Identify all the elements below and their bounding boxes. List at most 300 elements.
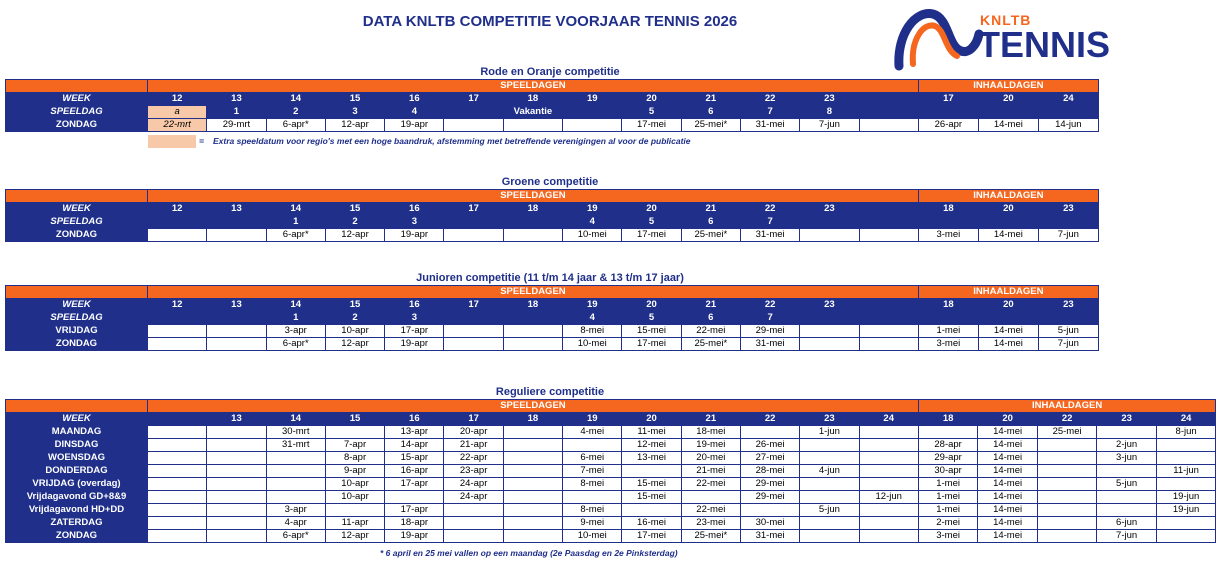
- date-cell: [148, 229, 207, 242]
- week-cell: 18: [503, 203, 562, 216]
- date-cell: 15-mei: [622, 478, 681, 491]
- week-cell: 13: [207, 413, 266, 426]
- row-label-day: ZONDAG: [6, 530, 148, 543]
- date-cell: [859, 338, 918, 351]
- table-row: [6, 491, 1216, 504]
- date-cell: [859, 439, 918, 452]
- date-cell: 8-mei: [563, 478, 622, 491]
- speeldag-cell: [444, 216, 503, 229]
- inhaaldagen-header: INHAALDAGEN: [918, 190, 1098, 203]
- date-cell: 6-mei: [563, 452, 622, 465]
- inhaal-date-cell: 3-mei: [918, 530, 978, 543]
- row-label-day: ZONDAG: [6, 338, 148, 351]
- inhaal-date-cell: 1-mei: [918, 504, 978, 517]
- row-label-day: ZATERDAG: [6, 517, 148, 530]
- inhaal-date-cell: 14-mei: [978, 229, 1038, 242]
- date-cell: 6-apr*: [266, 338, 325, 351]
- section-title: Rode en Oranje competitie: [480, 66, 620, 78]
- table-row: [6, 530, 1216, 543]
- speeldag-cell: 4: [385, 106, 444, 119]
- date-cell: 13-mei: [622, 452, 681, 465]
- speeldag-cell: [859, 106, 918, 119]
- date-cell: [503, 325, 562, 338]
- date-cell: [385, 491, 444, 504]
- speeldag-cell: 3: [385, 216, 444, 229]
- date-cell: [800, 491, 859, 504]
- date-cell: 3-apr: [266, 325, 325, 338]
- schedule-table: [5, 79, 1099, 132]
- date-cell: [207, 491, 266, 504]
- date-cell: 31-mei: [740, 229, 799, 242]
- inhaal-date-cell: [1037, 530, 1097, 543]
- week-cell: [859, 203, 918, 216]
- date-cell: 12-apr: [325, 338, 384, 351]
- legend-swatch: [148, 135, 196, 148]
- knltb-logo: [893, 4, 1111, 72]
- date-cell: 10-mei: [563, 530, 622, 543]
- speeldagen-header: SPEELDAGEN: [148, 286, 919, 299]
- table-row: [6, 325, 1099, 338]
- inhaal-date-cell: [1156, 478, 1216, 491]
- inhaal-week-cell: 20: [978, 413, 1038, 426]
- week-cell: 14: [266, 203, 325, 216]
- date-cell: 8-mei: [563, 504, 622, 517]
- inhaal-date-cell: 1-mei: [918, 478, 978, 491]
- inhaal-date-cell: 28-apr: [918, 439, 978, 452]
- date-cell: [148, 478, 207, 491]
- row-label-day: DONDERDAG: [6, 465, 148, 478]
- week-cell: 22: [740, 413, 799, 426]
- inhaal-date-cell: [1097, 426, 1157, 439]
- row-label-speeldag: SPEELDAG: [6, 312, 148, 325]
- date-cell: 22-mei: [681, 325, 740, 338]
- inhaal-date-cell: [1037, 504, 1097, 517]
- inhaal-date-cell: 19-jun: [1156, 491, 1216, 504]
- date-cell: [444, 338, 503, 351]
- date-cell: [207, 452, 266, 465]
- inhaal-date-cell: [1037, 517, 1097, 530]
- date-cell: 12-apr: [325, 119, 384, 132]
- row-label-day: ZONDAG: [6, 229, 148, 242]
- inhaal-week-cell: 23: [1038, 203, 1098, 216]
- row-label-day: VRIJDAG (overdag): [6, 478, 148, 491]
- inhaal-date-cell: 29-apr: [918, 452, 978, 465]
- date-cell: 8-mei: [563, 325, 622, 338]
- date-cell: 11-apr: [325, 517, 384, 530]
- week-cell: 19: [563, 93, 622, 106]
- inhaaldagen-header: INHAALDAGEN: [918, 400, 1216, 413]
- date-cell: [859, 517, 918, 530]
- speeldag-cell: [444, 312, 503, 325]
- speeldagen-header: SPEELDAGEN: [148, 400, 919, 413]
- inhaal-date-cell: 5-jun: [1097, 478, 1157, 491]
- date-cell: 31-mei: [740, 530, 799, 543]
- inhaal-speeldag-cell: [978, 216, 1038, 229]
- date-cell: [800, 439, 859, 452]
- inhaal-week-cell: 18: [918, 203, 978, 216]
- date-cell: [148, 491, 207, 504]
- date-cell: 16-mei: [622, 517, 681, 530]
- date-cell: [800, 452, 859, 465]
- date-cell: 9-apr: [325, 465, 384, 478]
- date-cell: 26-mei: [740, 439, 799, 452]
- inhaal-date-cell: 8-jun: [1156, 426, 1216, 439]
- date-cell: 8-apr: [325, 452, 384, 465]
- header-corner: [6, 400, 148, 413]
- week-cell: 15: [325, 203, 384, 216]
- date-cell: [148, 338, 207, 351]
- row-label-week: WEEK: [6, 413, 148, 426]
- speeldag-cell: 4: [563, 312, 622, 325]
- inhaal-date-cell: 2-mei: [918, 517, 978, 530]
- week-cell: 12: [148, 299, 207, 312]
- date-cell: 19-apr: [385, 119, 444, 132]
- date-cell: 17-apr: [385, 325, 444, 338]
- row-label-day: Vrijdagavond HD+DD: [6, 504, 148, 517]
- inhaal-date-cell: 14-mei: [978, 439, 1038, 452]
- speeldag-cell: 7: [740, 106, 799, 119]
- inhaal-date-cell: 1-mei: [918, 325, 978, 338]
- inhaal-week-cell: 24: [1038, 93, 1098, 106]
- date-cell: [503, 452, 562, 465]
- speeldag-cell: 1: [266, 312, 325, 325]
- speeldag-cell: a: [148, 106, 207, 119]
- week-cell: 17: [444, 413, 503, 426]
- date-cell: [503, 491, 562, 504]
- speeldag-cell: 3: [325, 106, 384, 119]
- date-cell: [266, 452, 325, 465]
- date-cell: 12-jun: [859, 491, 918, 504]
- date-cell: [444, 325, 503, 338]
- week-cell: [148, 413, 207, 426]
- date-cell: [503, 426, 562, 439]
- date-cell: 10-mei: [563, 338, 622, 351]
- speeldag-cell: 4: [563, 216, 622, 229]
- date-cell: 25-mei*: [681, 530, 740, 543]
- week-cell: 15: [325, 93, 384, 106]
- inhaal-date-cell: [1156, 452, 1216, 465]
- date-cell: 25-mei*: [681, 119, 740, 132]
- week-cell: 12: [148, 203, 207, 216]
- inhaal-speeldag-cell: [918, 106, 978, 119]
- week-cell: 18: [503, 299, 562, 312]
- inhaal-week-cell: 20: [978, 93, 1038, 106]
- week-cell: 13: [207, 93, 266, 106]
- date-cell: [800, 478, 859, 491]
- date-cell: [859, 426, 918, 439]
- header-corner: [6, 80, 148, 93]
- inhaal-date-cell: 14-mei: [978, 491, 1038, 504]
- week-cell: 20: [622, 203, 681, 216]
- date-cell: [444, 504, 503, 517]
- date-cell: 24-apr: [444, 491, 503, 504]
- header-corner: [6, 190, 148, 203]
- date-cell: 15-mei: [622, 491, 681, 504]
- date-cell: 29-mei: [740, 325, 799, 338]
- date-cell: [148, 452, 207, 465]
- date-cell: [266, 465, 325, 478]
- date-cell: [503, 530, 562, 543]
- speeldag-cell: [859, 312, 918, 325]
- date-cell: 17-mei: [622, 119, 681, 132]
- date-cell: [207, 426, 266, 439]
- week-cell: 13: [207, 299, 266, 312]
- row-label-week: WEEK: [6, 203, 148, 216]
- date-cell: [859, 325, 918, 338]
- speeldag-cell: [503, 312, 562, 325]
- header-corner: [6, 286, 148, 299]
- inhaal-date-cell: 6-jun: [1097, 517, 1157, 530]
- inhaal-date-cell: 14-mei: [978, 504, 1038, 517]
- week-cell: 15: [325, 413, 384, 426]
- week-cell: 14: [266, 413, 325, 426]
- week-cell: 18: [503, 413, 562, 426]
- date-cell: 28-mei: [740, 465, 799, 478]
- inhaal-date-cell: 5-jun: [1038, 325, 1098, 338]
- inhaal-week-cell: 18: [918, 413, 978, 426]
- date-cell: 22-mrt: [148, 119, 207, 132]
- legend-equals: =: [199, 136, 204, 146]
- date-cell: 25-mei*: [681, 338, 740, 351]
- inhaaldagen-header: INHAALDAGEN: [918, 80, 1098, 93]
- date-cell: 10-apr: [325, 478, 384, 491]
- row-label-speeldag: SPEELDAG: [6, 216, 148, 229]
- date-cell: 21-mei: [681, 465, 740, 478]
- speeldag-cell: [207, 312, 266, 325]
- speeldag-cell: 2: [325, 312, 384, 325]
- date-cell: 30-mrt: [266, 426, 325, 439]
- table-row: [6, 439, 1216, 452]
- week-cell: 15: [325, 299, 384, 312]
- date-cell: 10-mei: [563, 229, 622, 242]
- table-row: [6, 93, 1099, 106]
- week-cell: 14: [266, 93, 325, 106]
- schedule-table: [5, 189, 1099, 242]
- inhaal-date-cell: 3-jun: [1097, 452, 1157, 465]
- date-cell: 13-apr: [385, 426, 444, 439]
- row-label-day: WOENSDAG: [6, 452, 148, 465]
- speeldag-cell: [563, 106, 622, 119]
- date-cell: [207, 504, 266, 517]
- inhaal-week-cell: 20: [978, 299, 1038, 312]
- inhaal-date-cell: [1156, 439, 1216, 452]
- date-cell: [503, 119, 562, 132]
- date-cell: [148, 517, 207, 530]
- footnote: * 6 april en 25 mei vallen op een maandag (2e Paasdag en 2e Pinksterdag): [380, 548, 678, 558]
- row-label-day: VRIJDAG: [6, 325, 148, 338]
- row-label-week: WEEK: [6, 93, 148, 106]
- date-cell: [800, 229, 859, 242]
- inhaal-date-cell: 1-mei: [918, 491, 978, 504]
- date-cell: 6-apr*: [266, 229, 325, 242]
- week-cell: 16: [385, 93, 444, 106]
- date-cell: 17-mei: [622, 229, 681, 242]
- date-cell: 31-mei: [740, 119, 799, 132]
- schedule-table: [5, 285, 1099, 351]
- week-cell: [859, 299, 918, 312]
- week-cell: 19: [563, 413, 622, 426]
- date-cell: 4-mei: [563, 426, 622, 439]
- section-title: Groene competitie: [501, 176, 599, 188]
- date-cell: 12-apr: [325, 530, 384, 543]
- date-cell: 22-mei: [681, 504, 740, 517]
- inhaal-date-cell: [1037, 439, 1097, 452]
- inhaal-date-cell: [1037, 478, 1097, 491]
- week-cell: 22: [740, 203, 799, 216]
- table-row: [6, 413, 1216, 426]
- speeldagen-header: SPEELDAGEN: [148, 80, 919, 93]
- date-cell: 4-apr: [266, 517, 325, 530]
- date-cell: [207, 530, 266, 543]
- date-cell: [740, 426, 799, 439]
- table-row: [6, 517, 1216, 530]
- inhaal-week-cell: 20: [978, 203, 1038, 216]
- date-cell: 15-mei: [622, 325, 681, 338]
- week-cell: 20: [622, 299, 681, 312]
- date-cell: 20-apr: [444, 426, 503, 439]
- inhaal-date-cell: 14-mei: [978, 517, 1038, 530]
- date-cell: [207, 325, 266, 338]
- date-cell: [563, 119, 622, 132]
- speeldag-cell: [148, 216, 207, 229]
- week-cell: 16: [385, 413, 444, 426]
- inhaal-speeldag-cell: [918, 312, 978, 325]
- table-row: [6, 229, 1099, 242]
- date-cell: 20-mei: [681, 452, 740, 465]
- table-row: [6, 452, 1216, 465]
- speeldag-cell: 7: [740, 216, 799, 229]
- inhaal-date-cell: 14-mei: [978, 338, 1038, 351]
- week-cell: 21: [681, 299, 740, 312]
- table-row: [6, 312, 1099, 325]
- week-cell: 19: [563, 299, 622, 312]
- table-row: [6, 478, 1216, 491]
- date-cell: 30-mei: [740, 517, 799, 530]
- inhaal-week-cell: 18: [918, 299, 978, 312]
- speeldag-cell: [503, 216, 562, 229]
- date-cell: 29-mei: [740, 478, 799, 491]
- speeldag-cell: 2: [266, 106, 325, 119]
- date-cell: [148, 426, 207, 439]
- date-cell: [859, 478, 918, 491]
- date-cell: [207, 478, 266, 491]
- date-cell: 17-mei: [622, 338, 681, 351]
- date-cell: [207, 517, 266, 530]
- inhaal-date-cell: [1156, 530, 1216, 543]
- date-cell: [207, 465, 266, 478]
- date-cell: [503, 478, 562, 491]
- speeldag-cell: 8: [800, 106, 859, 119]
- week-cell: 24: [859, 413, 918, 426]
- table-row: [6, 426, 1216, 439]
- date-cell: [266, 491, 325, 504]
- inhaal-speeldag-cell: [978, 106, 1038, 119]
- speeldag-cell: [444, 106, 503, 119]
- inhaal-date-cell: 7-jun: [1038, 338, 1098, 351]
- logo-text-big: TENNIS: [978, 24, 1111, 65]
- inhaal-date-cell: [918, 426, 978, 439]
- speeldag-cell: 1: [266, 216, 325, 229]
- date-cell: [444, 517, 503, 530]
- inhaal-date-cell: 25-mei: [1037, 426, 1097, 439]
- date-cell: 6-apr*: [266, 530, 325, 543]
- date-cell: [148, 465, 207, 478]
- date-cell: [148, 504, 207, 517]
- speeldag-cell: 6: [681, 106, 740, 119]
- week-cell: 21: [681, 93, 740, 106]
- inhaal-date-cell: 11-jun: [1156, 465, 1216, 478]
- date-cell: 3-apr: [266, 504, 325, 517]
- date-cell: [444, 119, 503, 132]
- logo-text-small: KNLTB: [980, 12, 1032, 28]
- date-cell: [266, 478, 325, 491]
- speeldag-cell: Vakantie: [503, 106, 562, 119]
- date-cell: 11-mei: [622, 426, 681, 439]
- week-cell: 17: [444, 203, 503, 216]
- speeldag-cell: [148, 312, 207, 325]
- schedule-table: [5, 399, 1216, 543]
- date-cell: 29-mrt: [207, 119, 266, 132]
- date-cell: 31-mrt: [266, 439, 325, 452]
- section-title: Reguliere competitie: [495, 386, 605, 398]
- inhaal-date-cell: [1037, 452, 1097, 465]
- week-cell: 17: [444, 93, 503, 106]
- inhaal-date-cell: 14-mei: [978, 325, 1038, 338]
- inhaal-speeldag-cell: [918, 216, 978, 229]
- date-cell: [148, 439, 207, 452]
- date-cell: [622, 465, 681, 478]
- date-cell: 7-mei: [563, 465, 622, 478]
- date-cell: [859, 530, 918, 543]
- date-cell: 7-jun: [800, 119, 859, 132]
- week-cell: 16: [385, 299, 444, 312]
- inhaal-speeldag-cell: [1038, 106, 1098, 119]
- date-cell: 12-apr: [325, 229, 384, 242]
- date-cell: 25-mei*: [681, 229, 740, 242]
- inhaal-date-cell: 7-jun: [1097, 530, 1157, 543]
- week-cell: 16: [385, 203, 444, 216]
- week-cell: 21: [681, 413, 740, 426]
- inhaal-date-cell: 3-mei: [918, 229, 978, 242]
- inhaal-date-cell: 2-jun: [1097, 439, 1157, 452]
- table-row: [6, 465, 1216, 478]
- date-cell: [563, 491, 622, 504]
- week-cell: 22: [740, 93, 799, 106]
- knltb-logo-swoosh-icon: [893, 4, 983, 72]
- week-cell: 22: [740, 299, 799, 312]
- inhaal-date-cell: 19-jun: [1156, 504, 1216, 517]
- inhaal-date-cell: 3-mei: [918, 338, 978, 351]
- legend-note: Extra speeldatum voor regio's met een hoge baandruk, afstemming met betreffende verenigingen al voor de publicatie: [213, 136, 691, 146]
- week-cell: 23: [800, 299, 859, 312]
- date-cell: 19-apr: [385, 229, 444, 242]
- date-cell: [800, 338, 859, 351]
- speeldag-cell: 7: [740, 312, 799, 325]
- inhaaldagen-header: INHAALDAGEN: [918, 286, 1098, 299]
- week-cell: 23: [800, 203, 859, 216]
- inhaal-date-cell: 14-mei: [978, 426, 1038, 439]
- row-label-day: ZONDAG: [6, 119, 148, 132]
- date-cell: 17-apr: [385, 478, 444, 491]
- inhaal-week-cell: 23: [1038, 299, 1098, 312]
- date-cell: 19-mei: [681, 439, 740, 452]
- inhaal-week-cell: 22: [1037, 413, 1097, 426]
- date-cell: [503, 229, 562, 242]
- date-cell: [325, 504, 384, 517]
- date-cell: 7-apr: [325, 439, 384, 452]
- inhaal-week-cell: 23: [1097, 413, 1157, 426]
- row-label-day: Vrijdagavond GD+8&9: [6, 491, 148, 504]
